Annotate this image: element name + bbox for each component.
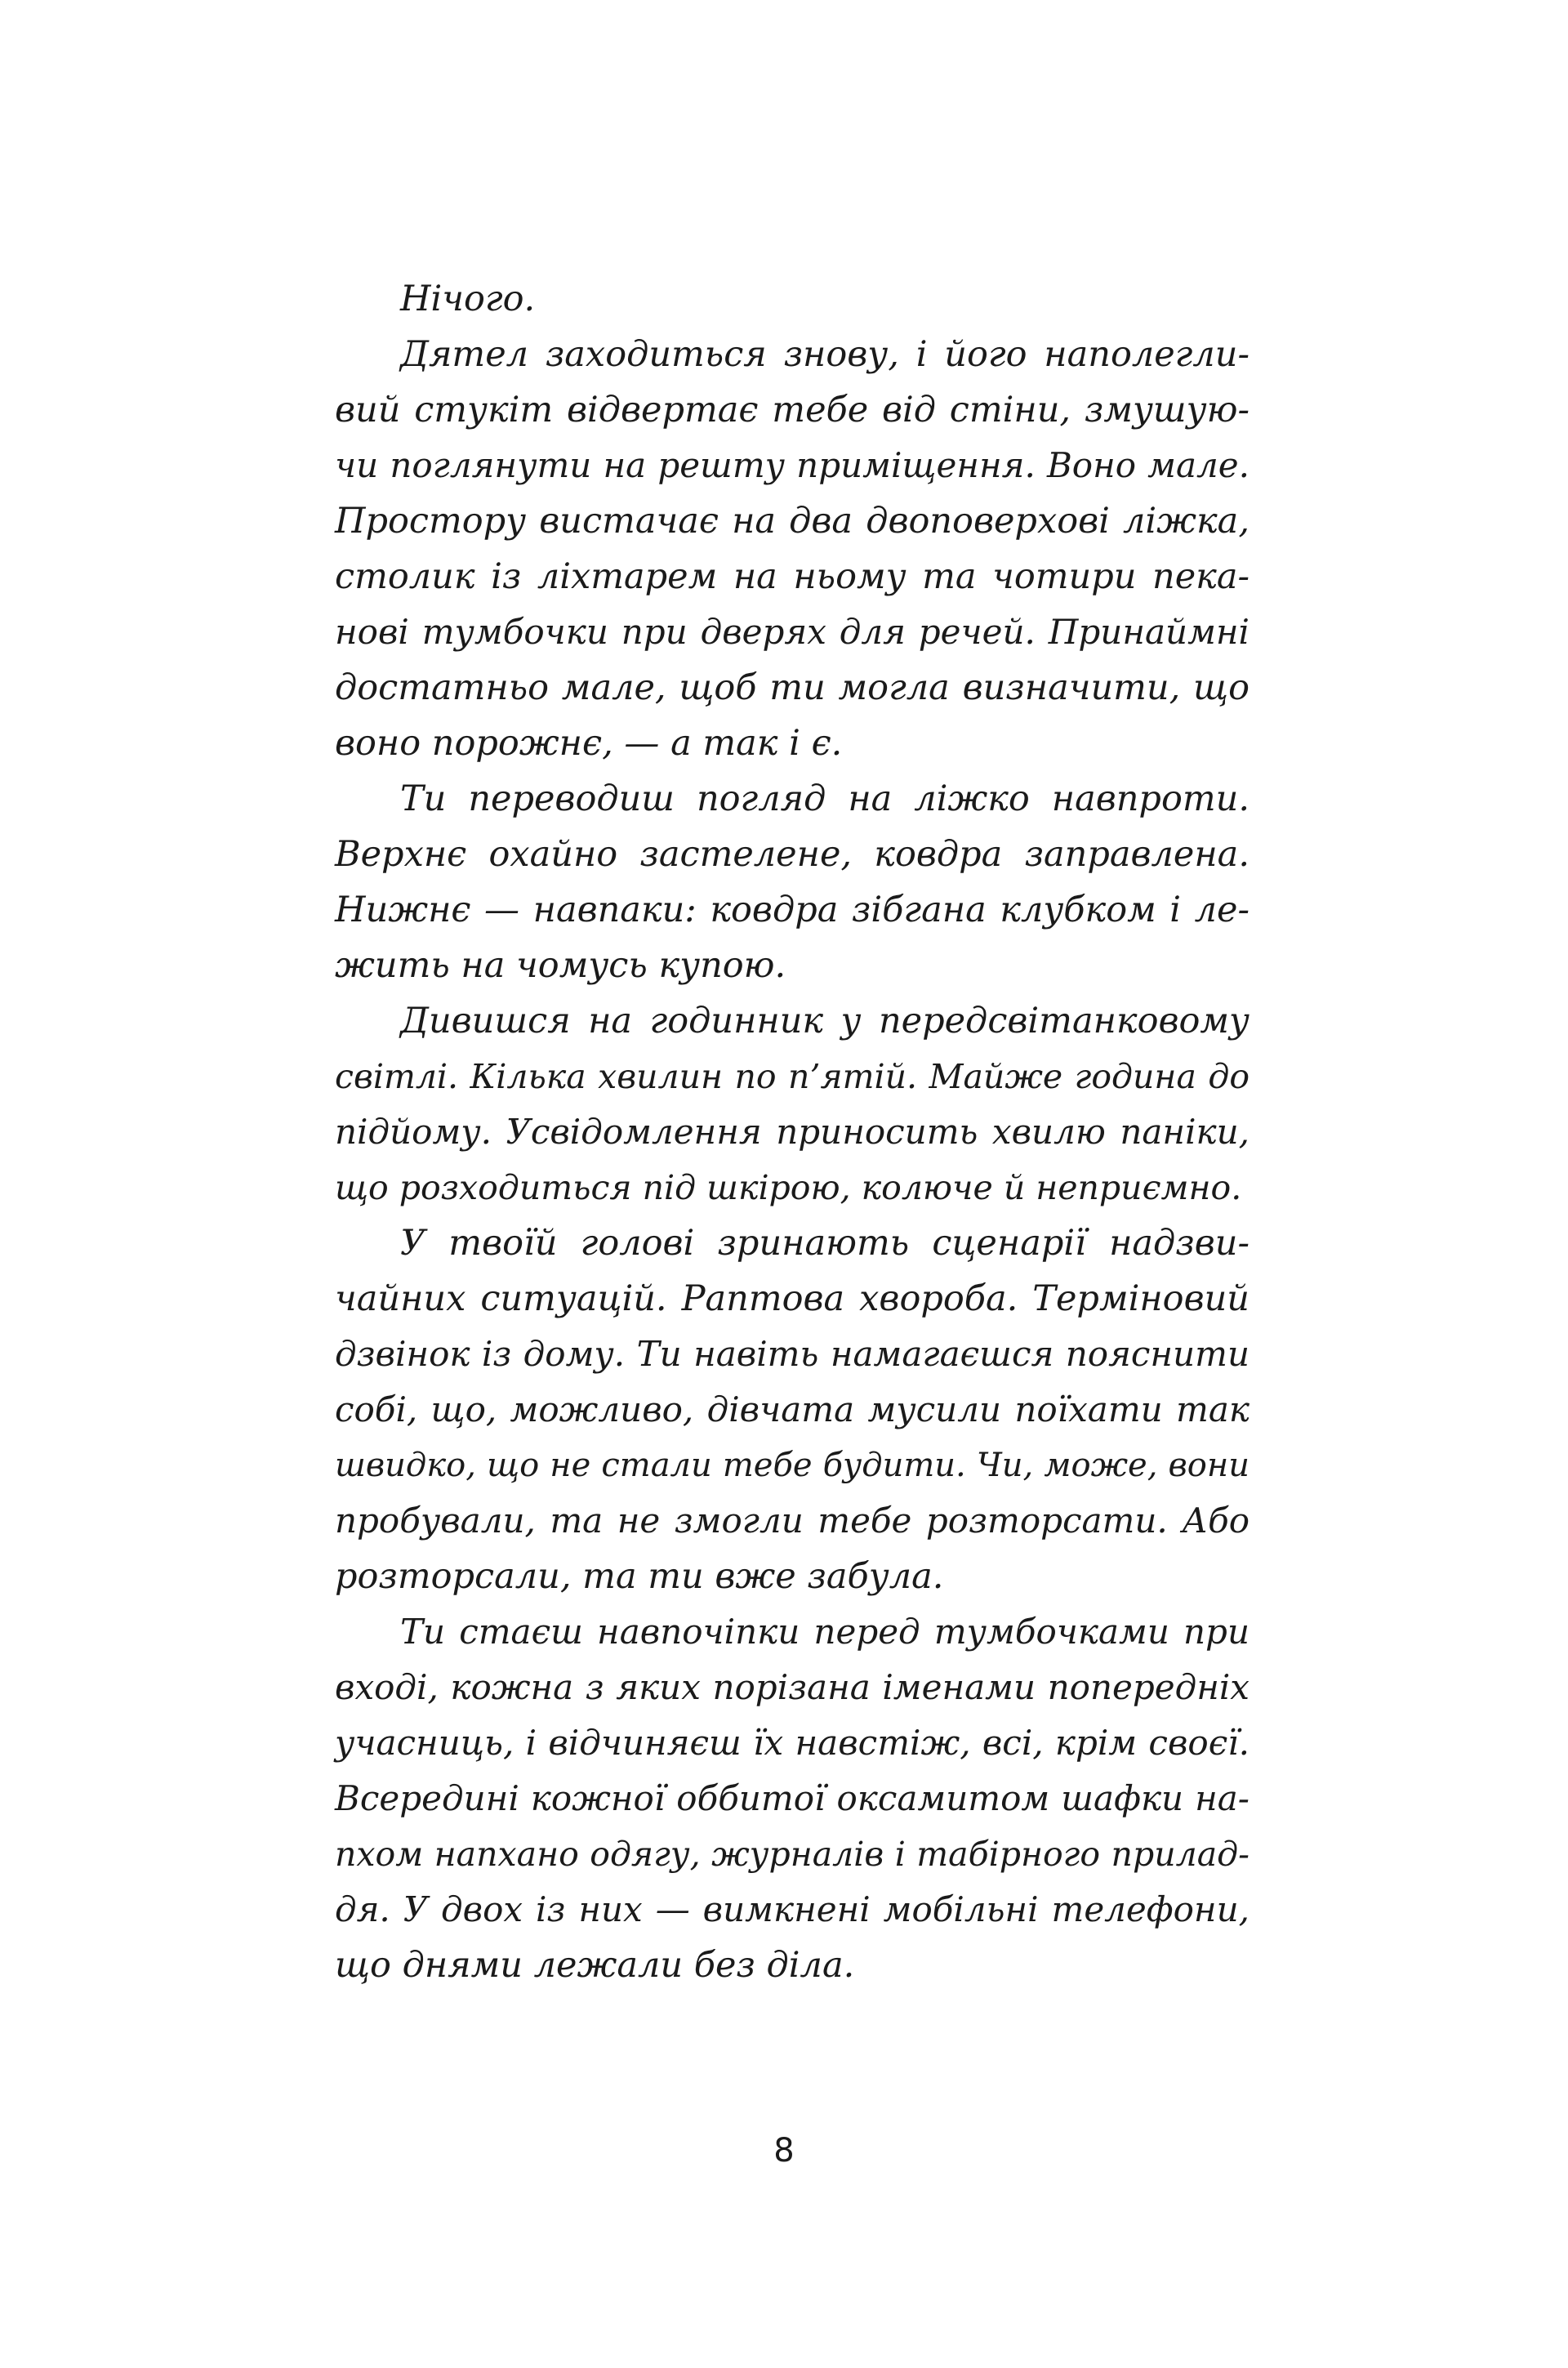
- paragraph-line: дзвінок із дому. Ти навіть намагаєшся пояснити: [335, 1334, 1250, 1374]
- paragraph-line: вий стукіт відвертає тебе від стіни, змушую-: [335, 390, 1250, 430]
- paragraph-line: підйому. Усвідомлення приносить хвилю паніки,: [335, 1112, 1250, 1152]
- paragraph-line: Всередині кожної оббитої оксамитом шафки на-: [335, 1778, 1250, 1818]
- paragraph-line: Верхнє охайно застелене, ковдра заправлена.: [335, 834, 1250, 875]
- paragraph-line: столик із ліхтарем на ньому та чотири пека-: [335, 556, 1250, 597]
- paragraph-line: пробували, та не змогли тебе розторсати. Або: [335, 1501, 1250, 1541]
- paragraph-line: Ти переводиш погляд на ліжко навпроти.: [400, 778, 1250, 819]
- paragraph-line: жить на чомусь купою.: [335, 945, 786, 986]
- paragraph-line: пхом напхано одягу, журналів і табірного прилад-: [335, 1835, 1250, 1874]
- page-number: 8: [773, 2132, 795, 2170]
- paragraph-line: вході, кожна з яких порізана іменами попередніх: [335, 1667, 1250, 1707]
- paragraph-line: швидко, що не стали тебе будити. Чи, може, вони: [335, 1447, 1250, 1484]
- body-text: [335, 271, 1250, 1993]
- paragraph-line: Нижнє — навпаки: ковдра зібгана клубком і ле-: [335, 890, 1250, 930]
- paragraph-line: воно порожнє, — а так і є.: [335, 723, 843, 764]
- paragraph-line: що розходиться під шкірою, колюче й неприємно.: [335, 1168, 1242, 1207]
- paragraph-line: розторсали, та ти вже забула.: [335, 1556, 944, 1597]
- paragraph-line: нові тумбочки при дверях для речей. Принаймні: [335, 612, 1250, 652]
- paragraph-line: Простору вистачає на два двоповерхові ліжка,: [335, 501, 1250, 542]
- paragraph-line: що днями лежали без діла.: [335, 1945, 855, 1986]
- paragraph-line: чи поглянути на решту приміщення. Воно мале.: [335, 445, 1250, 485]
- paragraph-line: світлі. Кілька хвилин по п’ятій. Майже година до: [335, 1057, 1250, 1096]
- paragraph-line: дя. У двох із них — вимкнені мобільні телефони,: [335, 1889, 1250, 1929]
- paragraph-line: Нічого.: [400, 279, 536, 319]
- paragraph-line: Ти стаєш навпочіпки перед тумбочками при: [400, 1612, 1250, 1652]
- paragraph-line: собі, що, можливо, дівчата мусили поїхати так: [335, 1389, 1250, 1429]
- paragraph-line: учасниць, і відчиняєш їх навстіж, всі, крім своєї.: [335, 1723, 1250, 1763]
- paragraph-line: Дивишся на годинник у передсвітанковому: [400, 1001, 1250, 1041]
- paragraph-line: Дятел заходиться знову, і його наполегли-: [400, 334, 1250, 375]
- paragraph-line: достатньо мале, щоб ти могла визначити, що: [335, 667, 1250, 708]
- paragraph-line: чайних ситуацій. Раптова хвороба. Терміновий: [335, 1278, 1250, 1319]
- paragraph-line: У твоїй голові зринають сценарії надзви-: [400, 1223, 1250, 1264]
